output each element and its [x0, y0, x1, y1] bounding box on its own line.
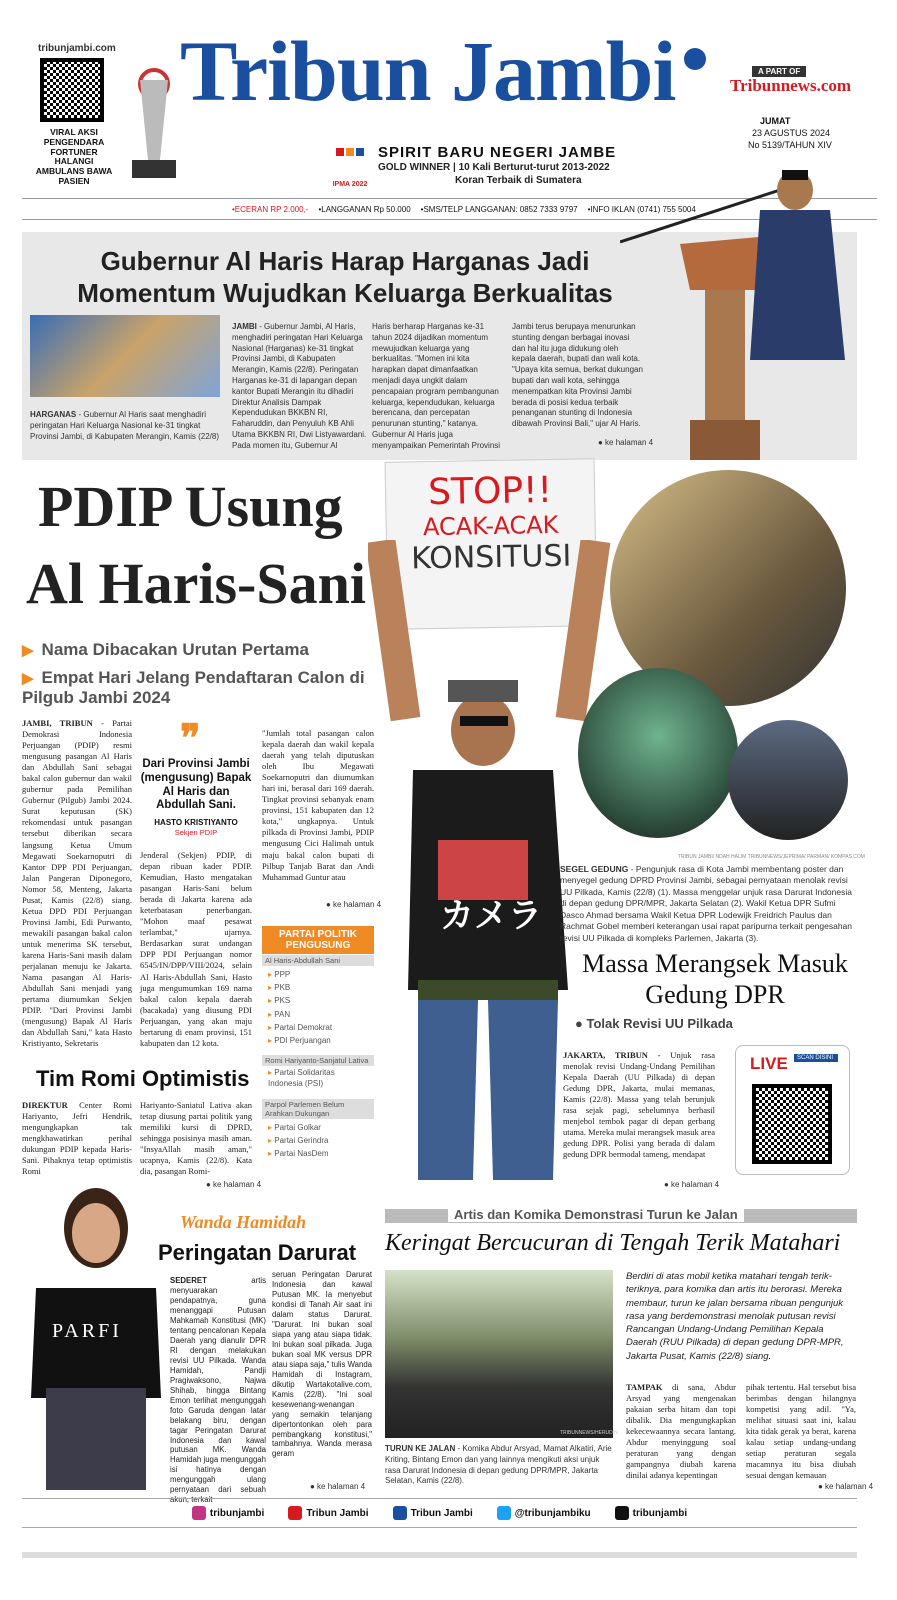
romi-col-2: Hariyanto-Saniatul Lativa akan tetap diusung partai politik yang memiliki kursi di DPRD, sehingga posisinya masih aman. "InsyaAllah masih aman," ucapnya, Kamis (22/8). Kata dia, pasangan Romi- — [140, 1100, 252, 1177]
social-footer — [22, 1498, 857, 1528]
shirt-text: PARFI — [52, 1320, 122, 1342]
live-label: LIVE — [750, 1054, 788, 1073]
artis-kicker: Artis dan Komika Demonstrasi Turun ke Jalan — [448, 1207, 744, 1222]
quote-icon: ❞ — [180, 718, 201, 760]
romi-headline[interactable]: Tim Romi Optimistis — [36, 1066, 250, 1091]
social-label: Tribun Jambi — [410, 1507, 473, 1519]
ipma-logo — [330, 146, 370, 188]
site-url[interactable]: tribunjambi.com — [38, 43, 116, 54]
pdip-headline-2[interactable]: Al Haris-Sani — [26, 551, 366, 616]
tribunnews-logo[interactable]: Tribunnews.com — [730, 76, 852, 95]
gov-col-3: Jambi terus berupaya menurunkan stunting dengan berbagai inovasi dan hal itu juga didukung oleh kepala daerah, bupati dan wali kota. "Upaya kita semua, berkat dukungan bupati dan wali kota, sehingga menempatkan kita Provinsi Jambi berada di posisi kedua terbaik penanganan stunting di Indonesia dibawah Provinsi Bali," ujar Al Haris. — [512, 322, 643, 429]
facebook-icon — [393, 1506, 407, 1520]
romi-col-1 — [22, 1100, 132, 1177]
group-items — [262, 1119, 374, 1163]
issue-day: JUMAT — [760, 116, 791, 126]
artis-credit: TRIBUNNEWS/HERUDIN — [560, 1430, 618, 1436]
viral-teaser[interactable]: VIRAL AKSI PENGENDARA FORTUNER HALANGI AMBULANS BAWA PASIEN — [35, 127, 113, 186]
col-text: - Unjuk rasa menolak revisi Undang-Undang Pemilihan Kepala Daerah (UU Pilkada) di depan Gedung DPR, Jakarta, mulai memanas, Kamis (22/8). Massa yang telah berunjuk rasa sejak pagi, sebelumnya berhasil menjebol tembok pagar di depan gerbang utama. Mereka mulai merangsek masuk area gedung DPR. Polisi yang berada di dalam gedung DPR bermodal tameng, mendapat — [563, 1050, 715, 1160]
twitter-icon — [497, 1506, 511, 1520]
wanda-jump[interactable]: ● ke halaman 4 — [310, 1482, 366, 1491]
tagline: SPIRIT BARU NEGERI JAMBE — [378, 144, 617, 161]
gov-col-2: Haris berharap Harganas ke-31 tahun 2024 dijadikan momentum mewujudkan keluarga yang berkualitas. "Momen ini kita harapkan dapat dimanfaatkan menjadi daya ungkit dalam pencapaian program pembangunan keluarga, kependudukan, keluarga berencana, dan percepatan penurunan stunting," katanya. Gubernur Al Haris juga menyampaikan Pemerintah Provinsi — [372, 322, 501, 450]
trophy-icon — [128, 60, 180, 180]
live-qr-box[interactable] — [735, 1045, 850, 1175]
tiktok-icon — [615, 1506, 629, 1520]
wanda-col-2: seruan Peringatan Darurat Indonesia dan kawal Putusan MK. Ia menyebut kondisi di Tanah Air saat ini dalam status Darurat. "Darurat. Ini bukan soal siapa yang atau siapa tidak. Ini bukan soal pilkada. Juga bukan soal MK versus DPR atau siapa saja," tulis Wanda Hamidah di Instagram, dikutip Wartakotalive.com, Kamis (22/8). "Ini soal kesewenang-wenangan yang semakin telanjang dipertontonkan oleh para pembangkang konstitusi," tambahnya. Wanda merasa geram — [272, 1270, 372, 1459]
caption-text: - Komika Abdur Arsyad, Mamat Alkatiri, Arie Kriting, Bintang Emon dan yang lainnya mengikuti aksi unjuk rasa Darurat Indonesia di depan gedung DPR/MPR, Jakarta Selatan, Kamis (22/8). — [385, 1444, 612, 1486]
col-lead: JAMBI — [232, 322, 257, 331]
social-label: tribunjambi — [632, 1507, 688, 1519]
instagram-link[interactable] — [192, 1506, 264, 1520]
col-text: - Partai Demokrasi Indonesia Perjuangan (PDIP) resmi mengusung pasangan Al Haris dan Abdullah Sani sebagai bakal calon gubernur dan wakil gubernur pada Pemilihan Gubernur (Pilgub) Jambi 2024. Surat keputusan (SK) rekomendasi untuk pasangan tersebut diberikan secara langsung Ketua Umum Megawati Soekarnoputri di Kantor DPP PDI Perjuangan, Jalan Pangeran Diponegoro, Nomor 58, Menteng, Jakarta Pusat, Kamis (22/8) siang. Ketua DPD PDI Perjuangan Provinsi Jambi, Edi Purwanto, mewakili pasangan bakal calon untuk menerima SK tersebut, karena Haris-Sani masih dalam perjalanan menuju ke Jakarta. Nama pasangan Al Haris-Abdullah Sani menjadi yang pertama diumumkan Sekjen PDIP. "Dari Provinsi Jambi (mengusung) Bapak Al Haris dan Abdullah Sani," kata Hasto Kristiyanto, Sekretaris — [22, 718, 132, 1049]
part-of-label: A PART OF — [752, 66, 806, 77]
sub-text: Tolak Revisi UU Pilkada — [586, 1016, 733, 1031]
social-label: @tribunjambiku — [514, 1507, 591, 1519]
harganas-caption — [30, 410, 220, 442]
scan-label: SCAN DISINI — [794, 1054, 838, 1062]
smoke-protest-photo — [578, 668, 738, 838]
dpr-sub: ● Tolak Revisi UU Pilkada — [575, 1016, 733, 1031]
sign-line-3: KONSITUSI — [410, 538, 572, 577]
qr-code-icon[interactable] — [752, 1084, 832, 1164]
party-item: ▸ PPP — [268, 970, 291, 979]
gov-jump[interactable]: ● ke halaman 4 — [598, 438, 654, 447]
romi-jump[interactable]: ● ke halaman 4 — [206, 1180, 262, 1189]
social-label: Tribun Jambi — [306, 1507, 369, 1519]
caption-text: - Gubernur Al Haris saat menghadiri peringatan Hari Keluarga Nasional ke-31 tingkat Provinsi Jambi, di Kabupaten Merangin, Kamis (22/8) — [30, 410, 219, 441]
group-name: Al Haris-Abdullah Sani — [262, 955, 374, 966]
party-item: ▸ Partai NasDem — [268, 1149, 329, 1159]
governor-headline[interactable]: Gubernur Al Haris Harap Harganas Jadi Momentum Wujudkan Keluarga Berkualitas — [77, 246, 613, 308]
party-item: ▸ Partai Golkar — [268, 1122, 321, 1132]
pdip-jump[interactable]: ● ke halaman 4 — [326, 900, 382, 909]
artis-caption — [385, 1444, 613, 1487]
col-lead: TAMPAK — [626, 1382, 663, 1392]
group-items — [262, 1066, 374, 1091]
col-lead: SEDERET — [170, 1276, 207, 1285]
col-text: artis menyuarakan pendapatnya, guna menanggapi Putusan Mahkamah Konstitusi (MK) tentang pencalonan Kepala Daerah yang dianulir DPR RI dengan melakukan revisi UU Pilkada. Wanda Hamidah, Pandji Pragiwaksono, Najwa Shihab, hingga Bintang Emon terlihat mengunggah foto Garuda dengan latar belakang biru, dengan tagar Peringatan Darurat Indonesia dan kawal putusan MK. Wanda Hamidah juga mengunggah isi hatinya dengan mengunggah ulang pernyataan dari sebuah akun, terkait — [170, 1276, 266, 1505]
sub-text: Empat Hari Jelang Pendaftaran Calon di Pilgub Jambi 2024 — [22, 668, 365, 708]
pdip-col-3: "Jumlah total pasangan calon kepala daerah dan wakil kepala daerah yang telah diputuskan oleh Ibu Megawati Soekarnoputri dan diumumkan hari ini, berasal dari 169 daerah. Tingkat provinsi sebanyak enam provinsi, 151 kabupaten dan 12 kota," ungkapnya. Untuk pilkada di Provinsi Jambi, PDIP mengusung Cici Halimah untuk maju bakal calon bupati di Pilbup Tanjab Barat dan Andi Muhammad Guntur atau — [262, 728, 374, 882]
pdip-sub-1 — [22, 640, 309, 660]
issue-number: No 5139/TAHUN XIV — [748, 140, 832, 150]
pull-quote: Dari Provinsi Jambi (mengusung) Bapak Al Haris dan Abdullah Sani. — [140, 758, 252, 812]
issue-date: 23 AGUSTUS 2024 — [752, 128, 831, 138]
partai-title: PARTAI POLITIK PENGUSUNG — [262, 926, 374, 954]
artis-jump[interactable]: ● ke halaman 4 — [818, 1482, 874, 1491]
group-name: Parpol Parlemen Belum Arahkan Dukungan — [262, 1099, 374, 1119]
social-label: tribunjambi — [209, 1507, 265, 1519]
tiktok-link[interactable] — [615, 1506, 687, 1520]
party-item: ▸ PKS — [268, 996, 291, 1006]
group-items — [262, 966, 374, 1049]
partai-groups — [262, 955, 374, 1162]
award-text: GOLD WINNER | 10 Kali Berturut-turut 2013-2022 — [378, 162, 610, 173]
sms-label: •SMS/TELP LANGGANAN: 0852 7333 9797 — [420, 204, 578, 214]
youtube-icon — [288, 1506, 302, 1520]
harganas-photo — [30, 315, 220, 397]
kg-logo-icon — [684, 48, 706, 70]
sign-line-2: ACAK-ACAK — [422, 510, 559, 542]
instagram-icon — [192, 1506, 206, 1520]
quote-role: Sekjen PDIP — [174, 828, 218, 837]
caption-text: - Pengunjuk rasa di Kota Jambi membentang poster dan menyegel gedung DPRD Provinsi Jambi, sebagai pernyataan menolak revisi UU Pilkada, Kamis (22/8) (1). Massa menggelar unjuk rasa Darurat Indonesia di depan gedung DPR/MPR, Jakarta Selatan (2). Wakil Ketua DPR Sufmi Dasco Ahmad bersama Wakil Ketua DPR Lodewijk Freidrich Paulus dan Rachmat Gobel memberi keterangan usai rapat paripurna terkait pengesahan revisi UU Pilkada di kompleks Parlemen, Jakarta (3). — [560, 864, 853, 943]
wanda-col-1 — [170, 1276, 266, 1505]
party-item: ▸ Partai Gerindra — [268, 1136, 329, 1146]
caption-label: TURUN KE JALAN — [385, 1444, 456, 1453]
dpr-headline[interactable]: Massa Merangsek Masuk Gedung DPR — [582, 949, 848, 1010]
twitter-link[interactable] — [497, 1506, 591, 1520]
dpr-leaders-photo — [728, 720, 848, 840]
governor-photo — [620, 160, 856, 460]
pdip-col-2: Jenderal (Sekjen) PDIP, di depan ribuan kader PDIP. Kemudian, Hasto mengatakan pasangan Haris-Sani belum berada di Jakarta karena ada keterbatasan penerbangan. "Mohon maaf pesawat terlambat," ujarnya. Berdasarkan surat undangan DPP PDI Perjuangan nomor 6545/IN/DPP/VIII/2024, selain Al Haris-Abdullah Sani, Hasto juga mengumumkan 169 nama bakal calon kepala daerah (bacakada) yang diusung PDI Perjuangan, yang akan maju bertarung di enam provinsi, 151 kabupaten dan 12 kota. — [140, 850, 252, 1048]
col-text: Center Romi Hariyanto, Jefri Hendrik, mengungkapkan tak mengkhawatirkan perihal dukungan PDIP kepada Haris-Sani. Pihaknya tetap optimistis Romi — [22, 1100, 132, 1177]
party-item: ▸ Partai Demokrat — [268, 1022, 333, 1032]
sign-line-1: STOP!! — [427, 469, 553, 514]
party-item: ▸ PKB — [268, 983, 291, 993]
youtube-link[interactable] — [288, 1506, 368, 1520]
artis-col-1 — [626, 1382, 736, 1481]
wanda-name: Wanda Hamidah — [180, 1212, 307, 1232]
masthead-title: Tribun Jambi — [180, 23, 676, 119]
artis-headline[interactable]: Keringat Bercucuran di Tengah Terik Matahari — [385, 1230, 841, 1256]
artis-lead: Berdiri di atas mobil ketika matahari tengah terik-teriknya, para komika dan artis itu berorasi. Mereka membaur, turun ke jalan bersama ribuan pengunjuk rasa yang berdemonstrasi menolak putusan revisi Rancangan Undang-Undang Pemilihan Kepala Daerah (RUU Pilkada) di depan gedung DPR-MPR, Jakarta Pusat, Kamis (22/8) siang. — [626, 1271, 844, 1362]
party-item: ▸ Partai Solidaritas Indonesia (PSI) — [268, 1068, 335, 1088]
gov-col-1 — [232, 322, 367, 452]
caption-label: HARGANAS — [30, 410, 77, 419]
triangle-icon: ▶ — [22, 642, 34, 659]
wanda-headline[interactable]: Peringatan Darurat — [158, 1240, 357, 1265]
ipma-label: IPMA 2022 — [332, 181, 368, 188]
col-lead: DIREKTUR — [22, 1100, 68, 1110]
facebook-link[interactable] — [393, 1506, 473, 1520]
price-label: •ECERAN RP 2.000,- — [232, 204, 309, 214]
col-text: - Gubernur Jambi, Al Haris, menghadiri peringatan Hari Keluarga Nasional (Harganas) ke-31 tingkat Provinsi Jambi, di Kabupaten Merangin, Kamis (22/8). Peringatan Harganas ke-31 di lapangan depan kantor Bupati Merangin itu dihadiri Direktur Analisis Dampak Kependudukan BKKBN RI, Faharuddin, dan Penyuluh KB Ahli Utama BKKBN RI, Dwi Listyawardani. Pada momen itu, Gubernur Al — [232, 322, 367, 450]
party-item: ▸ PDI Perjuangan — [268, 1035, 331, 1045]
pdip-headline-1[interactable]: PDIP Usung — [38, 474, 343, 539]
koran-text: Koran Terbaik di Sumatera — [455, 175, 582, 186]
col-lead: JAMBI, TRIBUN — [22, 718, 93, 728]
sub-text: Nama Dibacakan Urutan Pertama — [41, 640, 309, 659]
subscription-label: •LANGGANAN Rp 50.000 — [318, 204, 411, 214]
col-text: di sana, Abdur Arsyad yang mengenakan pakaian serba hitam dan topi dibalik. Dia mengungkapkan kekecewaannya secara lantang. Abdur menyinggung soal peraturan yang dengan gampangnya diubah karena dinilai adanya kepentingan — [626, 1382, 736, 1481]
photo-credit: TRIBUN JAMBI/ NDAH HALIM TRIBUNNEWS/JEPRIMA/ PARMAN/ KOMPAS.COM — [678, 854, 865, 860]
quote-name: HASTO KRISTIYANTO — [154, 818, 238, 827]
triangle-icon: ▶ — [22, 670, 34, 687]
pdip-col-1 — [22, 718, 132, 1049]
party-item: ▸ PAN — [268, 1009, 291, 1019]
dpr-col — [563, 1050, 715, 1160]
shirt-text: カメラ — [440, 897, 542, 935]
qr-code-icon[interactable] — [40, 58, 104, 122]
pdip-sub-2 — [22, 668, 382, 709]
caption-label: SEGEL GEDUNG — [560, 864, 629, 874]
ad-info-label: •INFO IKLAN (0741) 755 5004 — [587, 204, 696, 214]
artis-photo — [385, 1270, 613, 1438]
segel-caption — [560, 864, 856, 944]
bottom-rule — [22, 1552, 857, 1558]
dpr-jump[interactable]: ● ke halaman 4 — [664, 1180, 720, 1189]
group-name: Romi Hariyanto-Sanjatul Lativa — [262, 1055, 374, 1066]
col-lead: JAKARTA, TRIBUN — [563, 1050, 648, 1060]
artis-col-2: pihak tertentu. Hal tersebut bisa berimbas dengan hilangnya kompetisi yang adil. "Ya, melihat situasi saat ini, kalau kita tidak gerak ya berat, karena kalau setiap undang-undang setiap peraturan segala macamnya itu bisa diubah sesuai dengan kemauan — [746, 1382, 856, 1481]
